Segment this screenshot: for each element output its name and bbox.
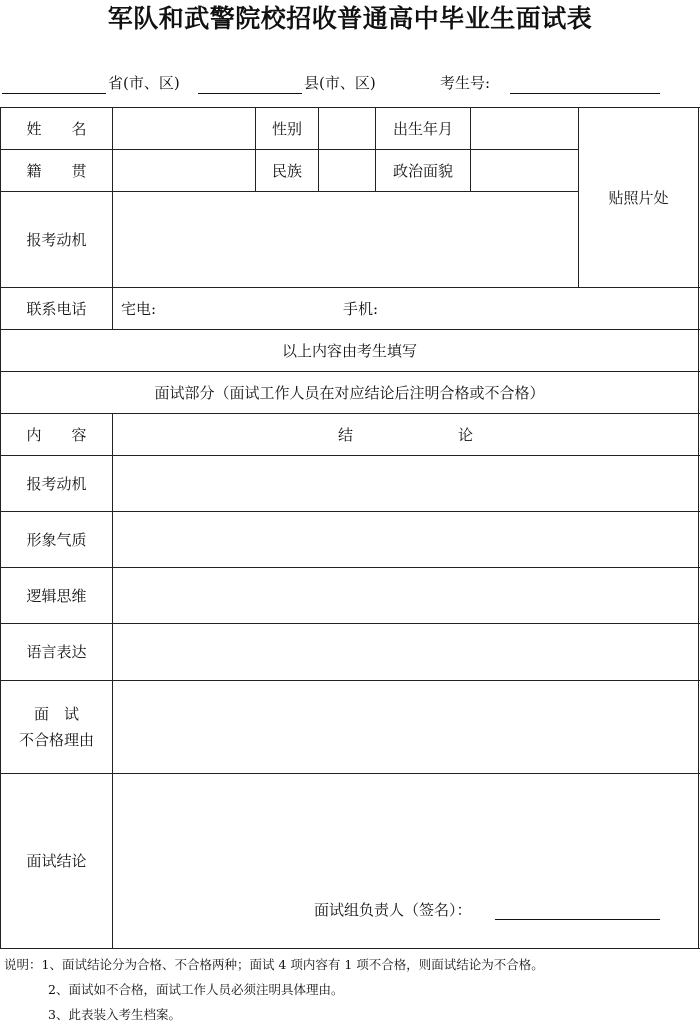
political-status-field[interactable] (471, 150, 578, 191)
item-appearance-label: 形象气质 (26, 530, 87, 549)
birth-date-label: 出生年月 (392, 119, 453, 138)
fail-reason-label (1, 681, 112, 773)
table-border-bottom (0, 948, 700, 949)
conclusion-column-header: 结 论 (337, 425, 473, 444)
province-label: 省(市、区) (108, 74, 180, 92)
item-motivation-conclusion[interactable] (113, 456, 698, 511)
political-status-label: 政治面貌 (392, 161, 453, 180)
gender-field[interactable] (319, 108, 375, 149)
item-logic-conclusion[interactable] (113, 568, 698, 623)
ethnicity-field[interactable] (319, 150, 375, 191)
interview-form-table (0, 107, 700, 949)
motivation-field[interactable] (113, 192, 578, 287)
native-place-label: 籍 贯 (26, 161, 87, 180)
province-blank[interactable] (2, 93, 106, 94)
name-label: 姓 名 (26, 119, 87, 138)
note-item: 3、此表装入考生档案。 (48, 1007, 181, 1022)
item-language-conclusion[interactable] (113, 624, 698, 680)
signature-label: 面试组负责人（签名）： (314, 901, 472, 919)
motivation-label: 报考动机 (26, 230, 87, 249)
signature-blank[interactable] (495, 919, 660, 920)
interview-section-heading: 面试部分（面试工作人员在对应结论后注明合格或不合格） (154, 383, 545, 402)
native-place-field[interactable] (113, 150, 255, 191)
item-logic-label: 逻辑思维 (26, 586, 87, 605)
exam-number-label: 考生号: (440, 74, 491, 92)
phone-label: 联系电话 (26, 299, 87, 318)
birth-date-field[interactable] (471, 108, 578, 149)
gender-label: 性别 (271, 119, 302, 138)
fail-reason-field[interactable] (113, 681, 698, 773)
home-phone-label: 宅电: (121, 299, 157, 318)
item-language-label: 语言表达 (26, 643, 87, 661)
notes (4, 952, 544, 1027)
fail-reason-label-line2: 不合格理由 (18, 731, 94, 749)
interview-result-label: 面试结论 (26, 852, 87, 870)
item-appearance-conclusion[interactable] (113, 512, 698, 567)
form-title: 军队和武警院校招收普通高中毕业生面试表 (107, 4, 593, 33)
filled-by-applicant-note: 以上内容由考生填写 (281, 341, 417, 360)
item-motivation-label: 报考动机 (26, 474, 87, 493)
name-field[interactable] (113, 108, 255, 149)
fail-reason-label-line1: 面 试 (33, 705, 79, 723)
note-item: 说明：1、面试结论分为合格、不合格两种；面试 4 项内容有 1 项不合格，则面试结论为不合格。 (4, 957, 544, 972)
county-blank[interactable] (198, 93, 302, 94)
ethnicity-label: 民族 (271, 161, 302, 180)
table-border-right (698, 107, 699, 949)
photo-area[interactable]: 贴照片处 (608, 188, 669, 207)
county-label: 县(市、区) (304, 74, 376, 92)
note-item: 2、面试如不合格，面试工作人员必须注明具体理由。 (48, 982, 344, 997)
exam-number-blank[interactable] (510, 93, 660, 94)
mobile-label: 手机: (343, 299, 379, 318)
content-column-header: 内 容 (26, 425, 87, 444)
